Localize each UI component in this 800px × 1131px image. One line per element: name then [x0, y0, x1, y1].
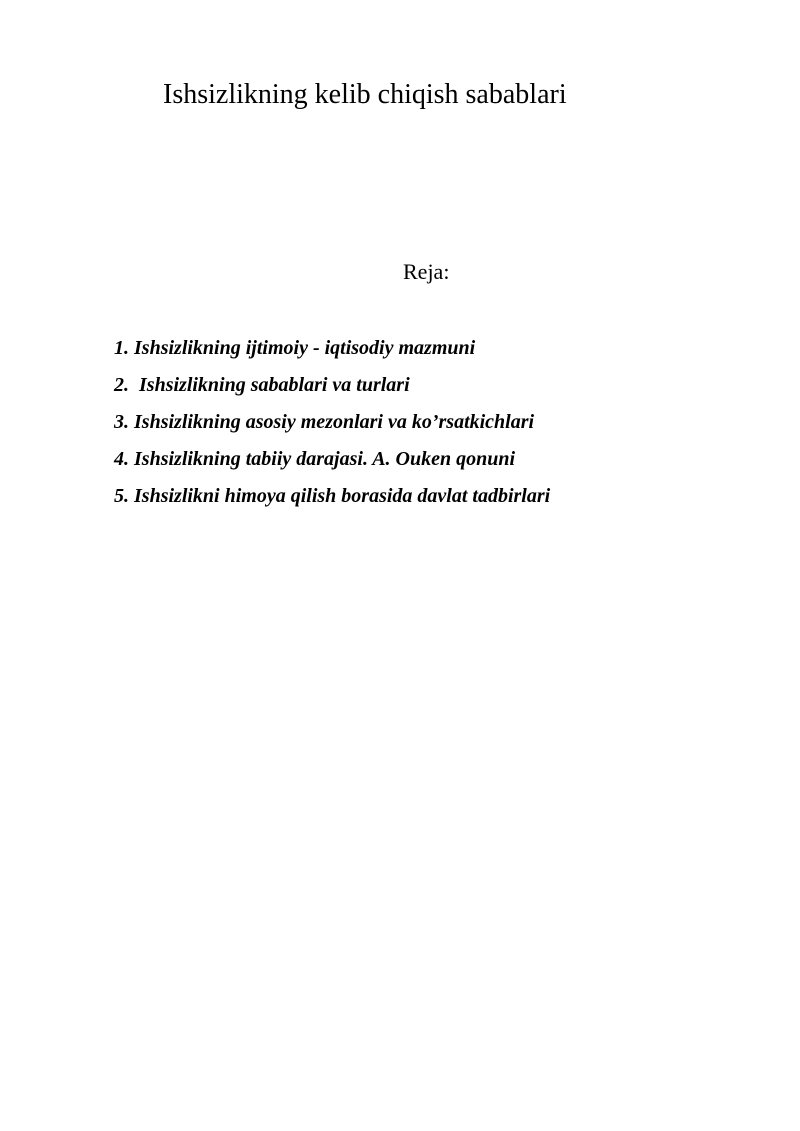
plan-list	[114, 330, 550, 515]
plan-item-4: 4. Ishsizlikning tabiiy darajasi. A. Ouken qonuni	[114, 448, 516, 470]
plan-item-1: 1. Ishsizlikning ijtimoiy - iqtisodiy mazmuni	[114, 337, 476, 359]
document-title: Ishsizlikning kelib chiqish sabablari	[163, 79, 567, 110]
plan-item-2: 2. Ishsizlikning sabablari va turlari	[114, 374, 410, 396]
plan-heading: Reja:	[403, 259, 450, 284]
plan-item-3: 3. Ishsizlikning asosiy mezonlari va ko’rsatkichlari	[114, 411, 535, 433]
plan-item-5: 5. Ishsizlikni himoya qilish borasida davlat tadbirlari	[114, 485, 551, 507]
